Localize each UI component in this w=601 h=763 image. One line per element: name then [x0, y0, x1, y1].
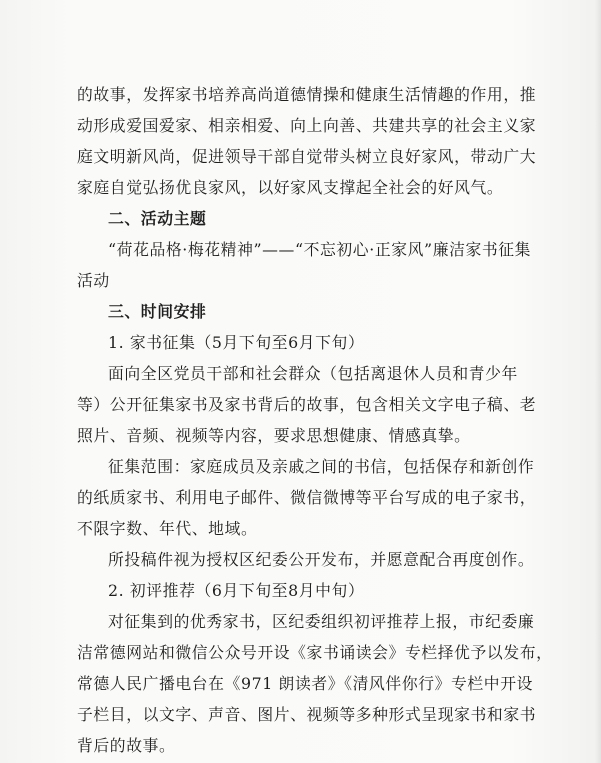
- text-line: 等）公开征集家书及家书背后的故事，包含相关文字电子稿、老: [77, 395, 537, 414]
- section-heading: 二、活动主题: [108, 209, 207, 228]
- text-line: 2. 初评推荐（6月下旬至8月中旬）: [108, 581, 365, 600]
- page-edge-shadow: [595, 0, 601, 763]
- text-line: 庭文明新风尚，促进领导干部自觉带头树立良好家风，带动广大: [77, 147, 537, 166]
- text-line: 背后的故事。: [77, 736, 176, 755]
- text-line: 面向全区党员干部和社会群众（包括离退休人员和青少年: [108, 364, 518, 383]
- text-line: 的纸质家书、利用电子邮件、微信微博等平台写成的电子家书，: [77, 488, 537, 507]
- text-line: 照片、音频、视频等内容，要求思想健康、情感真挚。: [77, 426, 471, 445]
- text-line: 子栏目，以文字、声音、图片、视频等多种形式呈现家书和家书: [77, 705, 537, 724]
- text-line: 1. 家书征集（5月下旬至6月下旬）: [108, 333, 365, 352]
- text-line: 对征集到的优秀家书，区纪委组织初评推荐上报，市纪委廉: [108, 612, 535, 631]
- text-line: 常德人民广播电台在《971 朗读者》《清风伴你行》专栏中开设: [77, 674, 533, 693]
- text-line: 所投稿件视为授权区纪委公开发布，并愿意配合再度创作。: [108, 550, 535, 569]
- text-line: 的故事，发挥家书培养高尚道德情操和健康生活情趣的作用，推: [77, 85, 537, 104]
- text-line: 家庭自觉弘扬优良家风，以好家风支撑起全社会的好风气。: [77, 178, 504, 197]
- text-line: “荷花品格·梅花精神”——“不忘初心·正家风”廉洁家书征集: [108, 240, 532, 259]
- text-line: 活动: [77, 271, 110, 290]
- section-heading: 三、时间安排: [108, 302, 207, 321]
- text-line: 动形成爱国爱家、相亲相爱、向上向善、共建共享的社会主义家: [77, 116, 537, 135]
- document-body: [77, 79, 553, 761]
- text-line: 不限字数、年代、地域。: [77, 519, 258, 538]
- text-line: 洁常德网站和微信公众号开设《家书诵读会》专栏择优予以发布，: [77, 643, 553, 662]
- text-line: 征集范围：家庭成员及亲戚之间的书信，包括保存和新创作: [108, 457, 535, 476]
